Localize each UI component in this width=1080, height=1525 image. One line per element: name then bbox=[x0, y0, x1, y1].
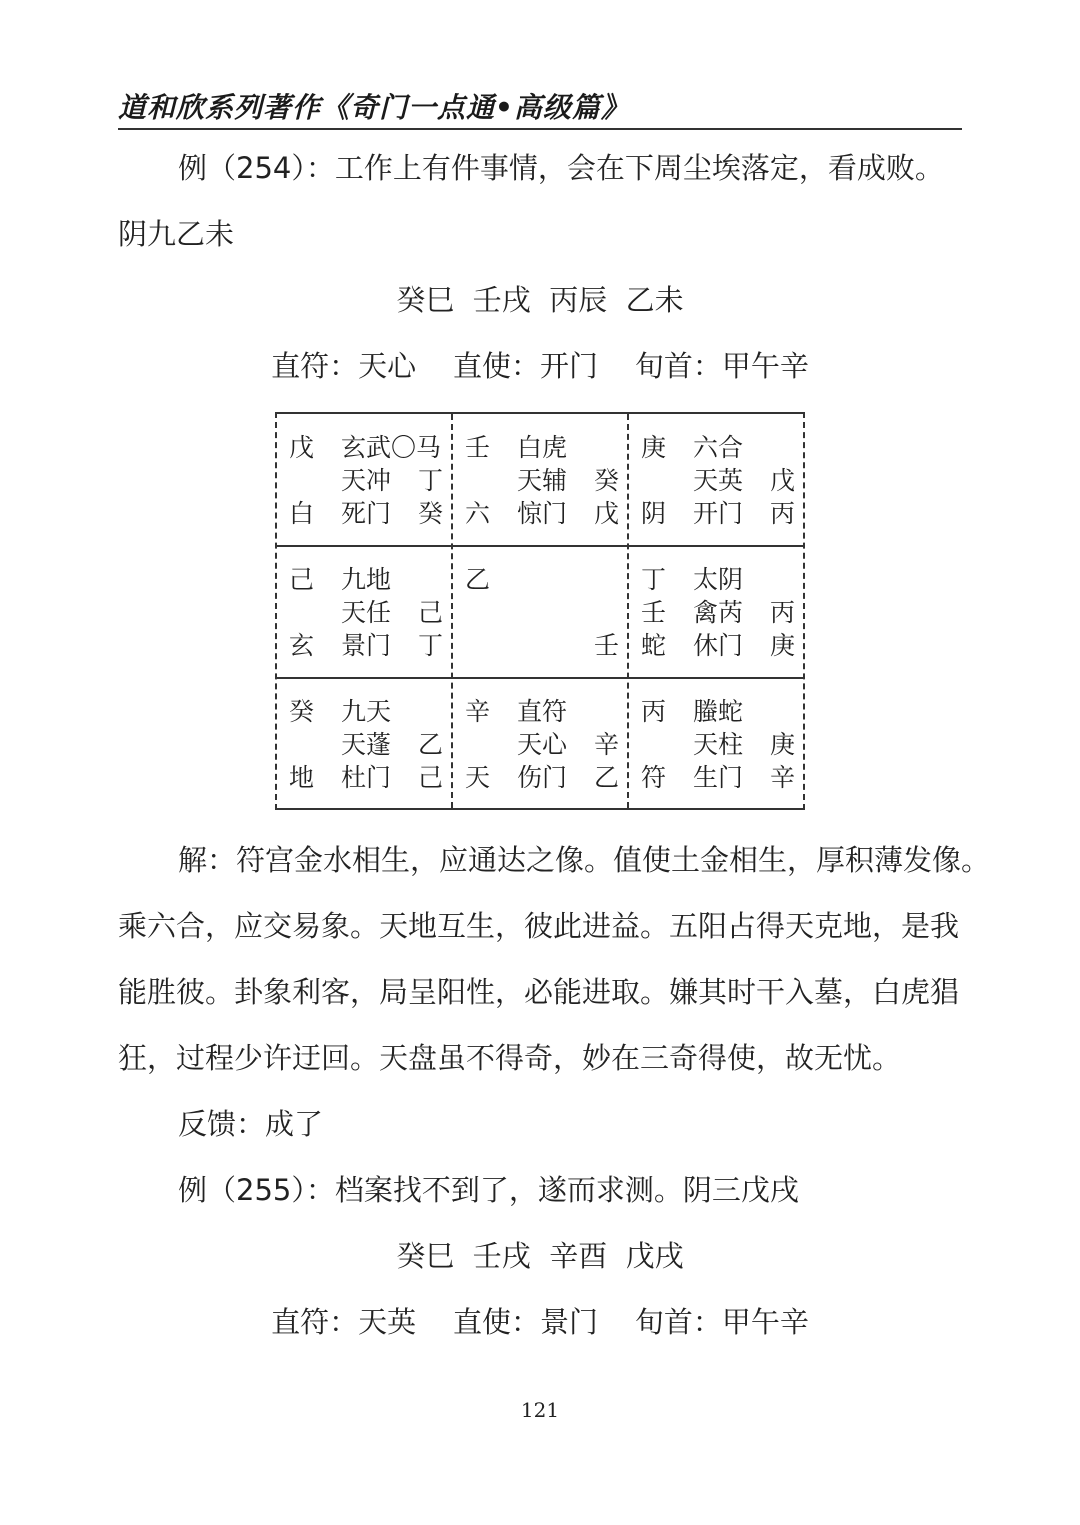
palace-1-r2-col3: 丁 bbox=[417, 466, 443, 495]
example-254-title: 例（254）：工作上有件事情，会在下周尘埃落定，看成败。 bbox=[178, 151, 944, 185]
chart-palace-8 bbox=[453, 678, 629, 810]
palace-2-r2-col3: 癸 bbox=[593, 466, 619, 495]
palace-3-r2-col3: 戊 bbox=[769, 466, 795, 495]
book-header: 道和欣系列著作《奇门一点通•高级篇》 bbox=[118, 88, 962, 130]
palace-8-r3-col3: 乙 bbox=[593, 763, 619, 792]
palace-4-r1-col1: 己 bbox=[289, 565, 315, 594]
palace-7-r1-col2: 九天 bbox=[341, 697, 392, 726]
palace-8-r2-col2: 天心 bbox=[517, 730, 568, 759]
palace-6-r2-col1: 壬 bbox=[641, 598, 667, 627]
palace-2-r2-col2: 天辅 bbox=[517, 466, 568, 495]
analysis-line-4: 狂，过程少许迂回。天盘虽不得奇，妙在三奇得使，故无忧。 bbox=[118, 1041, 902, 1075]
palace-6-r3-col2: 休门 bbox=[693, 631, 744, 660]
palace-4-r3-col1: 玄 bbox=[289, 631, 315, 660]
palace-2-r3-col1: 六 bbox=[465, 499, 491, 528]
palace-4-r3-col2: 景门 bbox=[341, 631, 392, 660]
palace-1-r3-col1: 白 bbox=[289, 499, 315, 528]
palace-8-r3-col2: 伤门 bbox=[517, 763, 568, 792]
palace-4-r3-col3: 丁 bbox=[417, 631, 443, 660]
example-254-pillars: 癸巳 壬戌 丙辰 乙未 bbox=[396, 283, 684, 317]
palace-2-r1-col1: 壬 bbox=[465, 433, 491, 462]
palace-6-r1-col2: 太阴 bbox=[693, 565, 744, 594]
chart-palace-5 bbox=[453, 546, 629, 678]
palace-6-r3-col1: 蛇 bbox=[641, 631, 667, 660]
palace-3-r3-col1: 阴 bbox=[641, 499, 667, 528]
palace-9-r2-col3: 庚 bbox=[769, 730, 795, 759]
palace-6-r2-col3: 丙 bbox=[769, 598, 795, 627]
palace-8-r2-col3: 辛 bbox=[593, 730, 619, 759]
palace-6-r2-col2: 禽芮 bbox=[693, 598, 744, 627]
palace-6-r1-col1: 丁 bbox=[641, 565, 667, 594]
palace-3-r2-col2: 天英 bbox=[693, 466, 744, 495]
analysis-line-2: 乘六合，应交易象。天地互生，彼此进益。五阳占得天克地，是我 bbox=[118, 909, 960, 943]
chart-palace-2 bbox=[453, 414, 629, 546]
palace-3-r3-col3: 丙 bbox=[769, 499, 795, 528]
palace-2-r1-col2: 白虎 bbox=[517, 433, 568, 462]
page-number: 121 bbox=[520, 1398, 560, 1422]
chart-palace-3 bbox=[629, 414, 805, 546]
palace-7-r3-col2: 杜门 bbox=[341, 763, 392, 792]
chart-palace-9 bbox=[629, 678, 805, 810]
palace-3-r1-col2: 六合 bbox=[693, 433, 744, 462]
palace-4-r2-col2: 天任 bbox=[341, 598, 392, 627]
palace-3-r1-col1: 庚 bbox=[641, 433, 667, 462]
palace-9-r1-col1: 丙 bbox=[641, 697, 667, 726]
palace-9-r3-col2: 生门 bbox=[693, 763, 744, 792]
example-255-title: 例（255）：档案找不到了，遂而求测。阴三戊戌 bbox=[178, 1173, 799, 1207]
palace-3-r3-col2: 开门 bbox=[693, 499, 744, 528]
palace-9-r2-col2: 天柱 bbox=[693, 730, 744, 759]
palace-2-r3-col2: 惊门 bbox=[517, 499, 568, 528]
palace-4-r1-col2: 九地 bbox=[341, 565, 392, 594]
chart-palace-7 bbox=[277, 678, 453, 810]
palace-5-r1-col1: 乙 bbox=[465, 565, 491, 594]
palace-1-r3-col3: 癸 bbox=[417, 499, 443, 528]
feedback-line: 反馈：成了 bbox=[178, 1107, 324, 1141]
chart-palace-6 bbox=[629, 546, 805, 678]
qimen-chart bbox=[275, 412, 805, 810]
palace-7-r2-col2: 天蓬 bbox=[341, 730, 392, 759]
palace-1-r2-col2: 天冲 bbox=[341, 466, 392, 495]
example-254-ju: 阴九乙未 bbox=[118, 217, 235, 251]
chart-palace-4 bbox=[277, 546, 453, 678]
palace-6-r3-col3: 庚 bbox=[769, 631, 795, 660]
example-255-zhifu: 直符：天英 直使：景门 旬首：甲午辛 bbox=[271, 1305, 809, 1339]
palace-7-r3-col1: 地 bbox=[289, 763, 315, 792]
palace-9-r1-col2: 螣蛇 bbox=[693, 697, 744, 726]
palace-9-r3-col3: 辛 bbox=[769, 763, 795, 792]
palace-5-r3-col3: 壬 bbox=[593, 631, 619, 660]
palace-1-r3-col2: 死门 bbox=[341, 499, 392, 528]
palace-9-r3-col1: 符 bbox=[641, 763, 667, 792]
palace-8-r1-col1: 辛 bbox=[465, 697, 491, 726]
palace-4-r2-col3: 己 bbox=[417, 598, 443, 627]
analysis-line-1: 解：符宫金水相生，应通达之像。值使土金相生，厚积薄发像。 bbox=[178, 843, 991, 877]
palace-1-r1-col2: 玄武〇马 bbox=[341, 433, 442, 462]
palace-1-r1-col1: 戊 bbox=[289, 433, 315, 462]
palace-7-r1-col1: 癸 bbox=[289, 697, 315, 726]
palace-8-r3-col1: 天 bbox=[465, 763, 491, 792]
palace-8-r1-col2: 直符 bbox=[517, 697, 568, 726]
chart-palace-1 bbox=[277, 414, 453, 546]
analysis-line-3: 能胜彼。卦象利客，局呈阳性，必能进取。嫌其时干入墓，白虎猖 bbox=[118, 975, 960, 1009]
palace-2-r3-col3: 戊 bbox=[593, 499, 619, 528]
example-254-zhifu: 直符：天心 直使：开门 旬首：甲午辛 bbox=[271, 349, 809, 383]
palace-7-r2-col3: 乙 bbox=[417, 730, 443, 759]
palace-7-r3-col3: 己 bbox=[417, 763, 443, 792]
example-255-pillars: 癸巳 壬戌 辛酉 戊戌 bbox=[396, 1239, 684, 1273]
